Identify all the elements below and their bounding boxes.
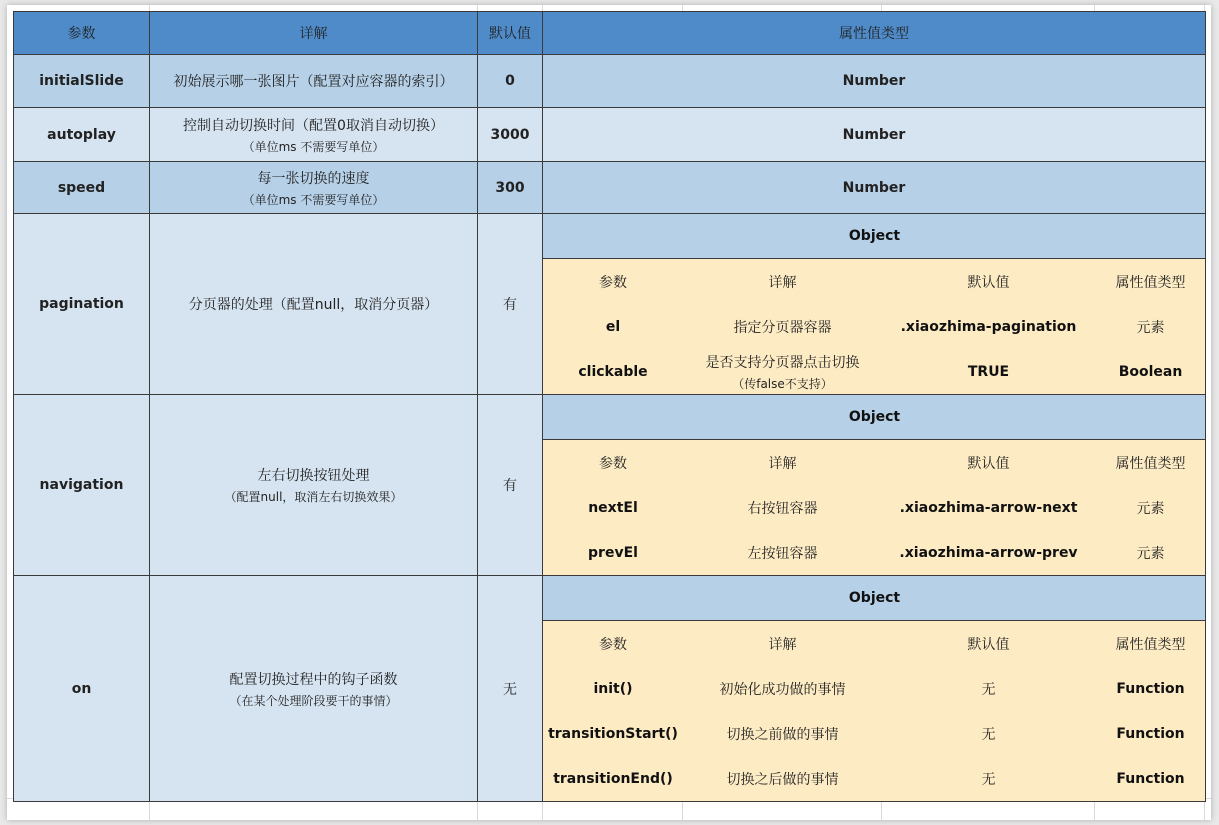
table-row <box>14 55 1206 108</box>
default-cell: 0 <box>478 55 543 108</box>
sub-default: .xiaozhima-pagination <box>882 304 1095 349</box>
sub-param: init() <box>543 666 683 711</box>
type-cell-nested <box>543 576 1206 802</box>
sub-detail: 左按钮容器 <box>683 530 882 575</box>
sub-header-default: 默认值 <box>882 440 1095 486</box>
sub-param: el <box>543 304 683 349</box>
sub-type: 元素 <box>1095 485 1206 530</box>
sub-header-row <box>543 440 1206 486</box>
type-cell: Number <box>543 108 1206 162</box>
sub-header-detail: 详解 <box>683 621 882 667</box>
default-cell: 有 <box>478 214 543 395</box>
detail-line2: （单位ms 不需要写单位） <box>242 192 385 207</box>
type-object: Object <box>543 395 1206 440</box>
sub-type: 元素 <box>1095 304 1206 349</box>
sub-header-row <box>543 621 1206 667</box>
detail-line1: 左右切换按钮处理 <box>257 468 370 484</box>
param-cell: on <box>14 576 150 802</box>
sub-row <box>543 530 1206 575</box>
sub-type: 元素 <box>1095 530 1206 575</box>
sub-type: Function <box>1095 711 1206 756</box>
detail-line2: （在某个处理阶段要干的事情） <box>229 693 398 708</box>
header-row <box>14 12 1206 55</box>
sub-header-param: 参数 <box>543 440 683 486</box>
detail-cell <box>150 162 478 214</box>
detail-cell <box>150 108 478 162</box>
detail-line1: 控制自动切换时间（配置0取消自动切换） <box>183 117 444 134</box>
detail-cell <box>150 576 478 802</box>
param-cell: initialSlide <box>14 55 150 108</box>
sub-row <box>543 485 1206 530</box>
header-detail: 详解 <box>150 12 478 55</box>
header-param: 参数 <box>14 12 150 55</box>
detail-line2: （单位ms 不需要写单位） <box>242 139 385 154</box>
sub-param: transitionStart() <box>543 711 683 756</box>
sub-default: 无 <box>882 711 1095 756</box>
detail-cell <box>150 395 478 576</box>
table-row-navigation <box>14 395 1206 576</box>
type-cell: Number <box>543 162 1206 214</box>
sub-detail: 切换之后做的事情 <box>683 756 882 801</box>
sub-header-detail: 详解 <box>683 440 882 486</box>
param-cell: navigation <box>14 395 150 576</box>
detail-cell: 分页器的处理（配置null，取消分页器） <box>150 214 478 395</box>
sub-default: TRUE <box>882 349 1095 394</box>
header-type: 属性值类型 <box>543 12 1206 55</box>
table-row-on <box>14 576 1206 802</box>
sub-default: 无 <box>882 756 1095 801</box>
sub-row <box>543 711 1206 756</box>
detail-line1: 每一张切换的速度 <box>257 170 370 187</box>
sub-detail-line2: （传false不支持） <box>732 376 833 391</box>
sub-detail <box>683 349 882 394</box>
sub-param: clickable <box>543 349 683 394</box>
sub-detail: 指定分页器容器 <box>683 304 882 349</box>
default-cell: 无 <box>478 576 543 802</box>
table-row-pagination <box>14 214 1206 395</box>
type-cell-nested <box>543 214 1206 395</box>
sub-type: Function <box>1095 666 1206 711</box>
type-object: Object <box>543 214 1206 259</box>
sub-row <box>543 666 1206 711</box>
sub-default: .xiaozhima-arrow-prev <box>882 530 1095 575</box>
on-subtable <box>543 576 1206 801</box>
spreadsheet-sheet <box>7 5 1211 820</box>
type-cell-nested <box>543 395 1206 576</box>
sub-type: Boolean <box>1095 349 1206 394</box>
table-row <box>14 162 1206 214</box>
sub-param: transitionEnd() <box>543 756 683 801</box>
param-cell: pagination <box>14 214 150 395</box>
type-object: Object <box>543 576 1206 621</box>
default-cell: 300 <box>478 162 543 214</box>
param-cell: autoplay <box>14 108 150 162</box>
sub-detail-line1: 是否支持分页器点击切换 <box>705 354 860 371</box>
sub-param: prevEl <box>543 530 683 575</box>
detail-line2: （配置null，取消左右切换效果） <box>224 490 403 504</box>
swiper-config-table <box>13 11 1206 802</box>
param-cell: speed <box>14 162 150 214</box>
sub-detail: 切换之前做的事情 <box>683 711 882 756</box>
sub-row <box>543 349 1206 394</box>
header-default: 默认值 <box>478 12 543 55</box>
pagination-subtable <box>543 214 1206 394</box>
sub-header-default: 默认值 <box>882 259 1095 305</box>
detail-cell: 初始展示哪一张图片（配置对应容器的索引） <box>150 55 478 108</box>
sub-header-param: 参数 <box>543 621 683 667</box>
sub-default: 无 <box>882 666 1095 711</box>
sub-header-row <box>543 259 1206 305</box>
sub-detail: 初始化成功做的事情 <box>683 666 882 711</box>
sub-header-param: 参数 <box>543 259 683 305</box>
detail-line1: 配置切换过程中的钩子函数 <box>229 671 398 688</box>
sub-default: .xiaozhima-arrow-next <box>882 485 1095 530</box>
sub-type: Function <box>1095 756 1206 801</box>
sub-row <box>543 304 1206 349</box>
table-row <box>14 108 1206 162</box>
sub-row <box>543 756 1206 801</box>
sub-header-type: 属性值类型 <box>1095 621 1206 667</box>
type-cell: Number <box>543 55 1206 108</box>
default-cell: 有 <box>478 395 543 576</box>
sub-header-detail: 详解 <box>683 259 882 305</box>
sub-header-default: 默认值 <box>882 621 1095 667</box>
sub-param: nextEl <box>543 485 683 530</box>
sub-header-type: 属性值类型 <box>1095 440 1206 486</box>
sub-detail: 右按钮容器 <box>683 485 882 530</box>
sub-header-type: 属性值类型 <box>1095 259 1206 305</box>
navigation-subtable <box>543 395 1206 575</box>
default-cell: 3000 <box>478 108 543 162</box>
